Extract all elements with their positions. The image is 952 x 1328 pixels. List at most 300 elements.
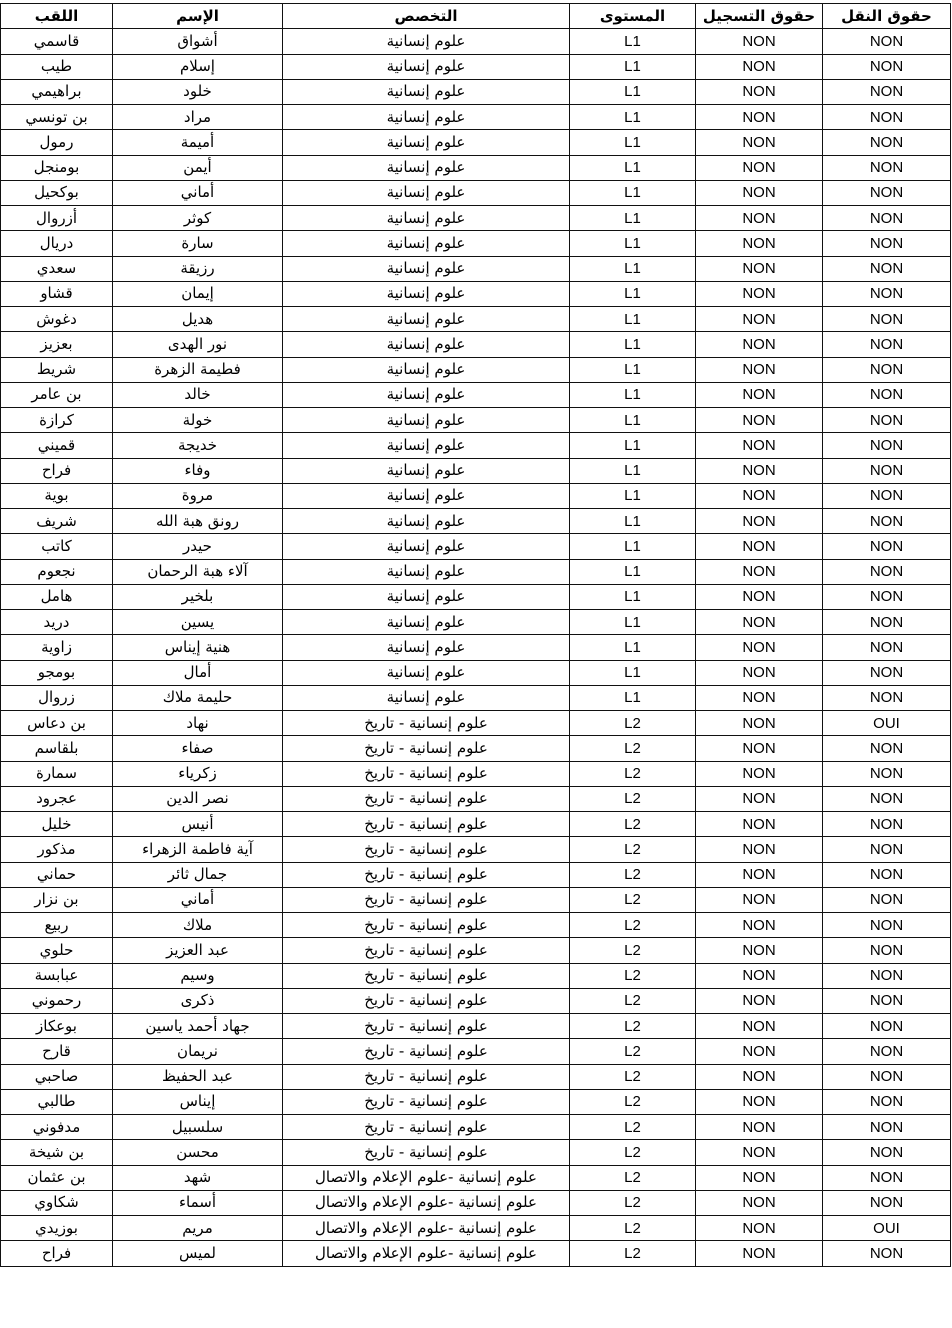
cell-name: جمال ثائر	[113, 862, 283, 887]
cell-surname: عجرود	[1, 786, 113, 811]
cell-surname: حلوي	[1, 938, 113, 963]
table-row	[1, 988, 951, 1013]
cell-specialty: علوم إنسانية - تاريخ	[283, 862, 570, 887]
cell-level: L1	[570, 534, 696, 559]
cell-level: L1	[570, 433, 696, 458]
cell-transport-fees: NON	[823, 1190, 951, 1215]
cell-surname: بومنجل	[1, 155, 113, 180]
cell-transport-fees: NON	[823, 913, 951, 938]
cell-surname: حماني	[1, 862, 113, 887]
cell-transport-fees: NON	[823, 559, 951, 584]
table-row	[1, 206, 951, 231]
cell-surname: أزروال	[1, 206, 113, 231]
cell-surname: قميني	[1, 433, 113, 458]
cell-specialty: علوم إنسانية - تاريخ	[283, 913, 570, 938]
cell-level: L1	[570, 559, 696, 584]
header-surname: اللقب	[1, 4, 113, 29]
cell-surname: فراح	[1, 1241, 113, 1266]
cell-name: أيمن	[113, 155, 283, 180]
cell-registration-fees: NON	[696, 1039, 823, 1064]
cell-specialty: علوم إنسانية	[283, 332, 570, 357]
cell-surname: قاسمي	[1, 29, 113, 54]
header-registration-fees: حقوق التسجيل	[696, 4, 823, 29]
cell-transport-fees: NON	[823, 685, 951, 710]
cell-name: أنيس	[113, 812, 283, 837]
table-body	[1, 29, 951, 1266]
table-row	[1, 130, 951, 155]
cell-surname: شكاوي	[1, 1190, 113, 1215]
cell-surname: كاتب	[1, 534, 113, 559]
table-row	[1, 483, 951, 508]
cell-transport-fees: NON	[823, 635, 951, 660]
cell-name: ذكرى	[113, 988, 283, 1013]
cell-surname: عبابسة	[1, 963, 113, 988]
cell-registration-fees: NON	[696, 635, 823, 660]
table-row	[1, 786, 951, 811]
cell-surname: بوية	[1, 483, 113, 508]
cell-surname: بوكحيل	[1, 180, 113, 205]
table-row	[1, 458, 951, 483]
cell-name: لميس	[113, 1241, 283, 1266]
table-row	[1, 736, 951, 761]
cell-level: L1	[570, 105, 696, 130]
table-row	[1, 433, 951, 458]
cell-surname: رحموني	[1, 988, 113, 1013]
cell-name: أسماء	[113, 1190, 283, 1215]
cell-transport-fees: OUI	[823, 1216, 951, 1241]
cell-level: L2	[570, 761, 696, 786]
cell-specialty: علوم إنسانية - تاريخ	[283, 736, 570, 761]
cell-name: عبد الحفيظ	[113, 1064, 283, 1089]
cell-name: ملاك	[113, 913, 283, 938]
cell-specialty: علوم إنسانية - تاريخ	[283, 711, 570, 736]
cell-registration-fees: NON	[696, 79, 823, 104]
cell-specialty: علوم إنسانية - تاريخ	[283, 988, 570, 1013]
cell-level: L2	[570, 711, 696, 736]
cell-specialty: علوم إنسانية	[283, 584, 570, 609]
cell-transport-fees: NON	[823, 483, 951, 508]
cell-registration-fees: NON	[696, 711, 823, 736]
cell-level: L2	[570, 1216, 696, 1241]
cell-specialty: علوم إنسانية - تاريخ	[283, 1014, 570, 1039]
cell-registration-fees: NON	[696, 887, 823, 912]
cell-registration-fees: NON	[696, 660, 823, 685]
cell-name: إيمان	[113, 281, 283, 306]
cell-specialty: علوم إنسانية	[283, 155, 570, 180]
cell-transport-fees: NON	[823, 660, 951, 685]
table-row	[1, 105, 951, 130]
cell-specialty: علوم إنسانية	[283, 105, 570, 130]
cell-specialty: علوم إنسانية	[283, 382, 570, 407]
cell-name: فطيمة الزهرة	[113, 357, 283, 382]
cell-transport-fees: OUI	[823, 711, 951, 736]
cell-surname: بوزيدي	[1, 1216, 113, 1241]
cell-transport-fees: NON	[823, 357, 951, 382]
cell-name: كوثر	[113, 206, 283, 231]
table-row	[1, 231, 951, 256]
table-row	[1, 660, 951, 685]
table-row	[1, 1165, 951, 1190]
table-row	[1, 357, 951, 382]
cell-registration-fees: NON	[696, 1115, 823, 1140]
cell-surname: نجعوم	[1, 559, 113, 584]
cell-specialty: علوم إنسانية - تاريخ	[283, 938, 570, 963]
cell-specialty: علوم إنسانية - تاريخ	[283, 1039, 570, 1064]
cell-transport-fees: NON	[823, 610, 951, 635]
cell-specialty: علوم إنسانية	[283, 534, 570, 559]
cell-level: L2	[570, 736, 696, 761]
table-row	[1, 1014, 951, 1039]
cell-registration-fees: NON	[696, 1014, 823, 1039]
cell-level: L1	[570, 281, 696, 306]
cell-level: L2	[570, 913, 696, 938]
cell-level: L2	[570, 1014, 696, 1039]
cell-registration-fees: NON	[696, 938, 823, 963]
cell-specialty: علوم إنسانية -علوم الإعلام والاتصال	[283, 1190, 570, 1215]
cell-surname: دريال	[1, 231, 113, 256]
cell-level: L1	[570, 685, 696, 710]
cell-surname: شريط	[1, 357, 113, 382]
cell-name: نور الهدى	[113, 332, 283, 357]
cell-level: L2	[570, 887, 696, 912]
cell-level: L1	[570, 79, 696, 104]
cell-name: رونق هبة الله	[113, 509, 283, 534]
cell-registration-fees: NON	[696, 307, 823, 332]
cell-registration-fees: NON	[696, 332, 823, 357]
cell-level: L2	[570, 1190, 696, 1215]
cell-specialty: علوم إنسانية	[283, 458, 570, 483]
cell-registration-fees: NON	[696, 862, 823, 887]
cell-surname: مدفوني	[1, 1115, 113, 1140]
cell-specialty: علوم إنسانية	[283, 130, 570, 155]
cell-level: L1	[570, 256, 696, 281]
cell-specialty: علوم إنسانية	[283, 685, 570, 710]
cell-level: L2	[570, 1039, 696, 1064]
table-row	[1, 1039, 951, 1064]
cell-surname: براهيمي	[1, 79, 113, 104]
cell-transport-fees: NON	[823, 1241, 951, 1266]
cell-level: L2	[570, 812, 696, 837]
cell-surname: سمارة	[1, 761, 113, 786]
cell-transport-fees: NON	[823, 1140, 951, 1165]
cell-transport-fees: NON	[823, 332, 951, 357]
cell-specialty: علوم إنسانية - تاريخ	[283, 837, 570, 862]
cell-specialty: علوم إنسانية - تاريخ	[283, 761, 570, 786]
table-row	[1, 256, 951, 281]
cell-surname: قشاو	[1, 281, 113, 306]
table-row	[1, 79, 951, 104]
cell-surname: خليل	[1, 812, 113, 837]
table-row	[1, 711, 951, 736]
cell-specialty: علوم إنسانية - تاريخ	[283, 1089, 570, 1114]
cell-name: أماني	[113, 180, 283, 205]
table-row	[1, 685, 951, 710]
table-row	[1, 54, 951, 79]
cell-registration-fees: NON	[696, 155, 823, 180]
cell-name: سارة	[113, 231, 283, 256]
table-row	[1, 1064, 951, 1089]
cell-registration-fees: NON	[696, 761, 823, 786]
cell-name: جهاد أحمد ياسين	[113, 1014, 283, 1039]
cell-specialty: علوم إنسانية	[283, 307, 570, 332]
cell-name: شهد	[113, 1165, 283, 1190]
cell-name: هنية إيناس	[113, 635, 283, 660]
cell-level: L1	[570, 483, 696, 508]
header-level: المستوى	[570, 4, 696, 29]
cell-surname: بلقاسم	[1, 736, 113, 761]
cell-transport-fees: NON	[823, 963, 951, 988]
header-row	[1, 4, 951, 29]
cell-surname: زروال	[1, 685, 113, 710]
cell-level: L1	[570, 130, 696, 155]
cell-level: L1	[570, 357, 696, 382]
cell-registration-fees: NON	[696, 281, 823, 306]
cell-level: L2	[570, 786, 696, 811]
cell-surname: شريف	[1, 509, 113, 534]
cell-transport-fees: NON	[823, 458, 951, 483]
cell-transport-fees: NON	[823, 1039, 951, 1064]
cell-transport-fees: NON	[823, 408, 951, 433]
cell-transport-fees: NON	[823, 307, 951, 332]
cell-name: إيناس	[113, 1089, 283, 1114]
cell-transport-fees: NON	[823, 862, 951, 887]
cell-specialty: علوم إنسانية	[283, 408, 570, 433]
cell-specialty: علوم إنسانية -علوم الإعلام والاتصال	[283, 1241, 570, 1266]
cell-name: خديجة	[113, 433, 283, 458]
cell-transport-fees: NON	[823, 736, 951, 761]
cell-specialty: علوم إنسانية	[283, 357, 570, 382]
cell-level: L1	[570, 155, 696, 180]
cell-name: زكرياء	[113, 761, 283, 786]
cell-specialty: علوم إنسانية - تاريخ	[283, 1140, 570, 1165]
cell-specialty: علوم إنسانية	[283, 29, 570, 54]
cell-registration-fees: NON	[696, 534, 823, 559]
cell-surname: بن عثمان	[1, 1165, 113, 1190]
header-transport-fees: حقوق النقل	[823, 4, 951, 29]
table-row	[1, 862, 951, 887]
cell-surname: هامل	[1, 584, 113, 609]
cell-transport-fees: NON	[823, 1014, 951, 1039]
table-row	[1, 1241, 951, 1266]
cell-level: L1	[570, 660, 696, 685]
cell-specialty: علوم إنسانية	[283, 610, 570, 635]
cell-specialty: علوم إنسانية	[283, 559, 570, 584]
cell-name: خولة	[113, 408, 283, 433]
cell-transport-fees: NON	[823, 1115, 951, 1140]
cell-level: L1	[570, 307, 696, 332]
cell-registration-fees: NON	[696, 1089, 823, 1114]
cell-transport-fees: NON	[823, 812, 951, 837]
cell-name: يسين	[113, 610, 283, 635]
cell-transport-fees: NON	[823, 105, 951, 130]
cell-transport-fees: NON	[823, 231, 951, 256]
cell-surname: زاوية	[1, 635, 113, 660]
cell-level: L2	[570, 1165, 696, 1190]
cell-registration-fees: NON	[696, 812, 823, 837]
cell-surname: طيب	[1, 54, 113, 79]
cell-name: حيدر	[113, 534, 283, 559]
cell-registration-fees: NON	[696, 256, 823, 281]
cell-level: L1	[570, 509, 696, 534]
cell-name: أميمة	[113, 130, 283, 155]
cell-surname: دريد	[1, 610, 113, 635]
cell-level: L1	[570, 29, 696, 54]
table-row	[1, 408, 951, 433]
cell-name: خالد	[113, 382, 283, 407]
cell-name: أمال	[113, 660, 283, 685]
cell-registration-fees: NON	[696, 1216, 823, 1241]
cell-transport-fees: NON	[823, 155, 951, 180]
cell-level: L1	[570, 382, 696, 407]
cell-surname: مذكور	[1, 837, 113, 862]
cell-specialty: علوم إنسانية - تاريخ	[283, 963, 570, 988]
cell-specialty: علوم إنسانية	[283, 635, 570, 660]
cell-registration-fees: NON	[696, 1064, 823, 1089]
cell-name: إسلام	[113, 54, 283, 79]
cell-registration-fees: NON	[696, 1140, 823, 1165]
cell-level: L2	[570, 1140, 696, 1165]
cell-surname: سعدي	[1, 256, 113, 281]
table-row	[1, 812, 951, 837]
table-row	[1, 559, 951, 584]
cell-transport-fees: NON	[823, 534, 951, 559]
table-row	[1, 307, 951, 332]
cell-transport-fees: NON	[823, 509, 951, 534]
cell-level: L1	[570, 54, 696, 79]
cell-surname: دغوش	[1, 307, 113, 332]
cell-transport-fees: NON	[823, 938, 951, 963]
cell-name: آية فاطمة الزهراء	[113, 837, 283, 862]
cell-registration-fees: NON	[696, 29, 823, 54]
table-row	[1, 1140, 951, 1165]
cell-registration-fees: NON	[696, 1165, 823, 1190]
cell-registration-fees: NON	[696, 1241, 823, 1266]
cell-transport-fees: NON	[823, 180, 951, 205]
table-row	[1, 382, 951, 407]
cell-level: L2	[570, 862, 696, 887]
cell-registration-fees: NON	[696, 685, 823, 710]
cell-name: بلخير	[113, 584, 283, 609]
cell-surname: كرازة	[1, 408, 113, 433]
cell-name: مريم	[113, 1216, 283, 1241]
cell-transport-fees: NON	[823, 786, 951, 811]
cell-level: L1	[570, 458, 696, 483]
cell-specialty: علوم إنسانية - تاريخ	[283, 812, 570, 837]
cell-transport-fees: NON	[823, 1165, 951, 1190]
cell-registration-fees: NON	[696, 105, 823, 130]
cell-transport-fees: NON	[823, 382, 951, 407]
table-row	[1, 180, 951, 205]
table-row	[1, 155, 951, 180]
header-specialty: التخصص	[283, 4, 570, 29]
cell-specialty: علوم إنسانية	[283, 660, 570, 685]
cell-surname: فراح	[1, 458, 113, 483]
cell-name: صفاء	[113, 736, 283, 761]
cell-level: L2	[570, 963, 696, 988]
cell-level: L1	[570, 231, 696, 256]
cell-registration-fees: NON	[696, 458, 823, 483]
cell-transport-fees: NON	[823, 130, 951, 155]
table-row	[1, 887, 951, 912]
cell-transport-fees: NON	[823, 206, 951, 231]
table-row	[1, 635, 951, 660]
cell-surname: قارح	[1, 1039, 113, 1064]
cell-name: مراد	[113, 105, 283, 130]
cell-registration-fees: NON	[696, 1190, 823, 1215]
cell-name: أماني	[113, 887, 283, 912]
cell-registration-fees: NON	[696, 357, 823, 382]
cell-name: وسيم	[113, 963, 283, 988]
cell-name: خلود	[113, 79, 283, 104]
cell-registration-fees: NON	[696, 786, 823, 811]
table-row	[1, 913, 951, 938]
cell-registration-fees: NON	[696, 408, 823, 433]
cell-level: L2	[570, 1064, 696, 1089]
cell-registration-fees: NON	[696, 988, 823, 1013]
cell-specialty: علوم إنسانية	[283, 79, 570, 104]
cell-name: سلسبيل	[113, 1115, 283, 1140]
cell-level: L1	[570, 635, 696, 660]
cell-surname: صاحبي	[1, 1064, 113, 1089]
cell-transport-fees: NON	[823, 281, 951, 306]
table-row	[1, 1115, 951, 1140]
cell-name: مروة	[113, 483, 283, 508]
cell-surname: بومجو	[1, 660, 113, 685]
cell-transport-fees: NON	[823, 54, 951, 79]
cell-specialty: علوم إنسانية	[283, 54, 570, 79]
cell-name: هديل	[113, 307, 283, 332]
cell-name: آلاء هبة الرحمان	[113, 559, 283, 584]
cell-transport-fees: NON	[823, 79, 951, 104]
cell-transport-fees: NON	[823, 584, 951, 609]
cell-specialty: علوم إنسانية - تاريخ	[283, 1115, 570, 1140]
cell-surname: رمول	[1, 130, 113, 155]
cell-registration-fees: NON	[696, 736, 823, 761]
table-row	[1, 332, 951, 357]
cell-specialty: علوم إنسانية	[283, 281, 570, 306]
cell-level: L2	[570, 938, 696, 963]
cell-specialty: علوم إنسانية	[283, 433, 570, 458]
cell-surname: بعزيز	[1, 332, 113, 357]
cell-transport-fees: NON	[823, 433, 951, 458]
cell-specialty: علوم إنسانية - تاريخ	[283, 1064, 570, 1089]
cell-surname: بن تونسي	[1, 105, 113, 130]
cell-specialty: علوم إنسانية	[283, 206, 570, 231]
cell-registration-fees: NON	[696, 180, 823, 205]
cell-level: L2	[570, 1241, 696, 1266]
cell-registration-fees: NON	[696, 837, 823, 862]
table-row	[1, 584, 951, 609]
table-row	[1, 610, 951, 635]
cell-transport-fees: NON	[823, 837, 951, 862]
student-fees-table	[0, 3, 951, 1267]
table-row	[1, 761, 951, 786]
table-row	[1, 837, 951, 862]
table-row	[1, 1216, 951, 1241]
cell-specialty: علوم إنسانية	[283, 256, 570, 281]
cell-specialty: علوم إنسانية	[283, 180, 570, 205]
cell-name: محسن	[113, 1140, 283, 1165]
table-row	[1, 1089, 951, 1114]
cell-transport-fees: NON	[823, 1064, 951, 1089]
cell-transport-fees: NON	[823, 988, 951, 1013]
cell-level: L1	[570, 610, 696, 635]
table-row	[1, 29, 951, 54]
cell-name: نصر الدين	[113, 786, 283, 811]
cell-name: وفاء	[113, 458, 283, 483]
cell-surname: بن عامر	[1, 382, 113, 407]
cell-registration-fees: NON	[696, 433, 823, 458]
